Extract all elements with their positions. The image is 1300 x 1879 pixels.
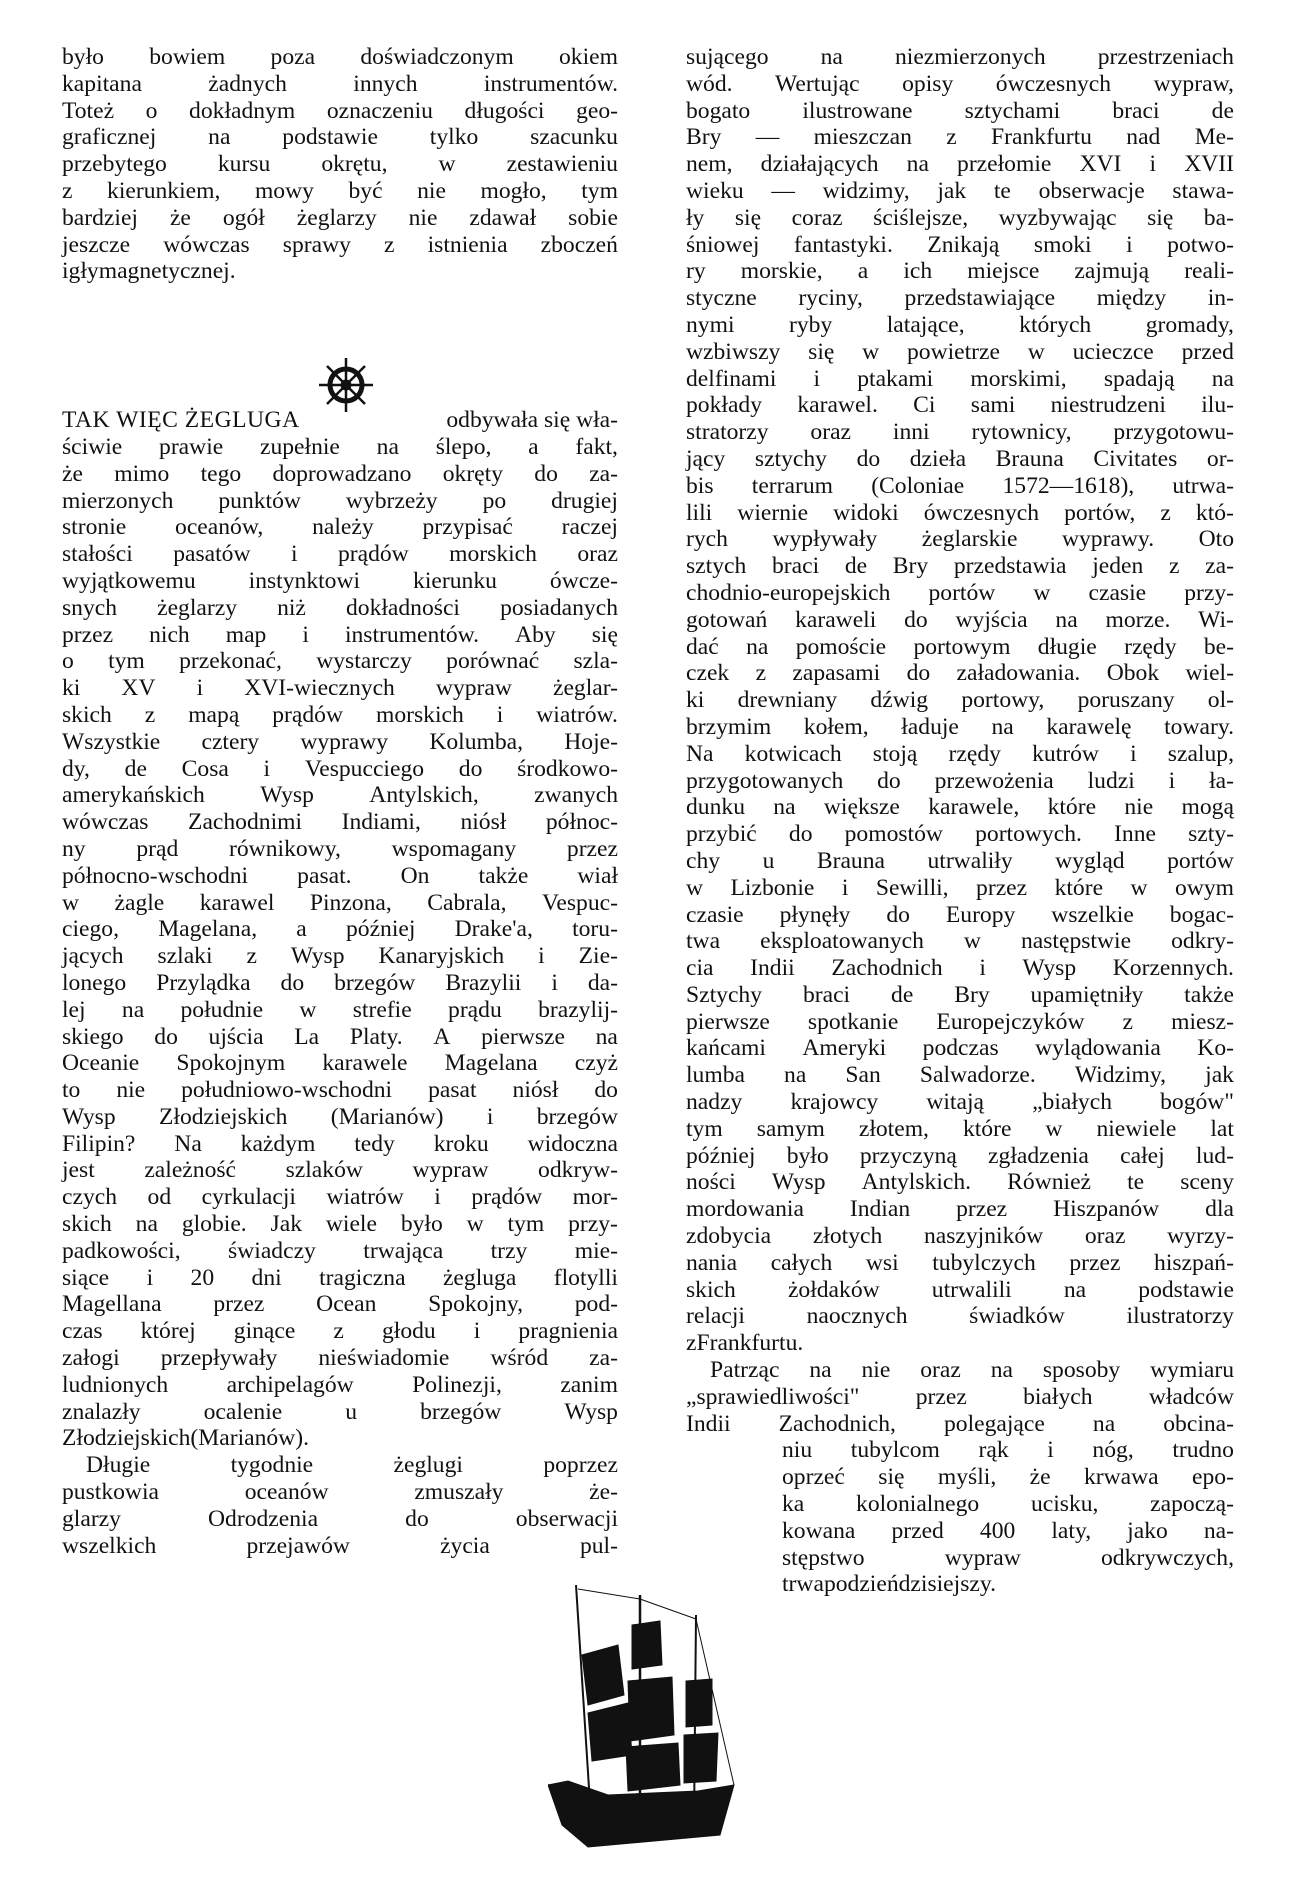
text-line: skiego do ujścia La Platy. A pierwsze na [62,1023,618,1050]
text-line: Złodziejskich (Marianów). [62,1425,310,1452]
text-line: wszelkich przejawów życia pul- [62,1532,618,1559]
text-line: czasie płynęły do Europy wszelkie bogac- [686,901,1234,928]
text-line: trwa po dzień dzisiejszy. [782,1571,997,1598]
text-line: ludnionych archipelagów Polinezji, zanim [62,1371,618,1398]
text-line: oprzeć się myśli, że krwawa epo- [782,1464,1234,1491]
right-column [686,44,1234,1598]
text-line: stronie oceanów, należy przypisać raczej [62,514,618,541]
text-line: igły magnetycznej. [62,258,236,285]
text-line: ściwie prawie zupełnie na ślepo, a fakt, [62,433,618,460]
text-line: bis terrarum (Coloniae 1572—1618), utrwa- [686,472,1234,499]
text-line: styczne ryciny, przedstawiające między in- [686,285,1234,312]
text-line: jeszcze wówczas sprawy z istnienia zboczeń [62,231,618,258]
text-line: później było przyczyną zgładzenia całej lud- [686,1142,1234,1169]
paragraph-intro [62,44,618,285]
text-line: Oceanie Spokojnym karawele Magelana czyż [62,1050,618,1077]
text-line: pierwsze spotkanie Europejczyków z miesz- [686,1008,1234,1035]
text-line: amerykańskich Wysp Antylskich, zwanych [62,782,618,809]
text-line: Na kotwicach stoją rzędy kutrów i szalup, [686,740,1234,767]
text-line: padkowości, świadczy trwająca trzy mie- [62,1237,618,1264]
text-line: ności Wysp Antylskich. Również te sceny [686,1169,1234,1196]
text-line: Patrząc na nie oraz na sposoby wymiaru [710,1357,1234,1384]
left-column [62,44,618,1559]
text-line: delfinami i ptakami morskimi, spadają na [686,365,1234,392]
text-line: gotowań karaweli do wyjścia na morze. Wi- [686,606,1234,633]
text-line: kańcami Ameryki podczas wylądowania Ko- [686,1035,1234,1062]
text-line: wówczas Zachodnimi Indiami, niósł północ- [62,809,618,836]
paragraph-main [62,407,618,1452]
text-line: jest zależność szlaków wypraw odkryw- [62,1157,618,1184]
text-line: zdobycia złotych naszyjników oraz wyrzy- [686,1223,1234,1250]
sailing-ship-illustration [548,1585,738,1853]
text-line: śniowej fantastyki. Znikają smoki i potwo- [686,231,1234,258]
text-line: o tym przekonać, wystarczy porównać szla- [62,648,618,675]
text-line: graficznej na podstawie tylko szacunku [62,124,618,151]
text-line: sującego na niezmierzonych przestrzeniach [686,44,1234,70]
text-line: Magellana przez Ocean Spokojny, pod- [62,1291,618,1318]
text-line: przygotowanych do przewożenia ludzi i ła- [686,767,1234,794]
text-line: lej na południe w strefie prądu brazylij- [62,996,618,1023]
text-line: chy u Brauna utrwaliły wygląd portów [686,847,1234,874]
text-line: wzbiwszy się w powietrze w ucieczce przed [686,338,1234,365]
paragraph-conclusion [686,1357,1234,1437]
text-line: załogi przepływały nieświadomie wśród za- [62,1345,618,1372]
text-line: ki drewniany dźwig portowy, poruszany ol- [686,687,1234,714]
text-line: przybić do pomostów portowych. Inne szty- [686,821,1234,848]
text-line: ciego, Magelana, a później Drake'a, toru- [62,916,618,943]
text-line: Filipin? Na każdym tedy kroku widoczna [62,1130,618,1157]
text-line: ki XV i XVI-wiecznych wypraw żeglar- [62,675,618,702]
text-line: lonego Przylądka do brzegów Brazylii i da- [62,969,618,996]
text-line: ny prąd równikowy, wspomagany przez [62,835,618,862]
text-line: czych od cyrkulacji wiatrów i prądów mor- [62,1184,618,1211]
text-line: mierzonych punktów wybrzeży po drugiej [62,487,618,514]
text-line: kapitana żadnych innych instrumentów. [62,70,618,97]
text-line: z Frankfurtu. [686,1330,804,1357]
text-line: ły się coraz ściślejsze, wyzbywając się ba- [686,204,1234,231]
text-line: czek z zapasami do załadowania. Obok wiel- [686,660,1234,687]
text-line: Wszystkie cztery wyprawy Kolumba, Hoje- [62,728,618,755]
text-line: ka kolonialnego ucisku, zapoczą- [782,1491,1234,1518]
text-line: Wysp Złodziejskich (Marianów) i brzegów [62,1103,618,1130]
text-line: nymi ryby latające, których gromady, [686,311,1234,338]
text-line: brzymim kołem, ładuje na karawelę towary. [686,713,1234,740]
text-line: glarzy Odrodzenia do obserwacji [62,1505,618,1532]
text-line: pokłady karawel. Ci sami niestrudzeni ilu- [686,392,1234,419]
text-line: kowana przed 400 laty, jako na- [782,1517,1234,1544]
text-line: tym samym złotem, które w niewiele lat [686,1115,1234,1142]
text-line: jący sztychy do dzieła Brauna Civitates or- [686,445,1234,472]
text-line: z kierunkiem, mowy być nie mogło, tym [62,177,618,204]
text-line: skich na globie. Jak wiele było w tym przy- [62,1211,618,1238]
text-line: bardziej że ogół żeglarzy nie zdawał sobie [62,204,618,231]
text-line: skich żołdaków utrwalili na podstawie [686,1276,1234,1303]
text-line: dy, de Cosa i Vespucciego do środkowo- [62,755,618,782]
text-line: Sztychy braci de Bry upamiętniły także [686,981,1234,1008]
text-line: pustkowia oceanów zmuszały że- [62,1479,618,1506]
text-line: wyjątkowemu instynktowi kierunku ówcze- [62,567,618,594]
text-line: że mimo tego doprowadzano okręty do za- [62,460,618,487]
text-line: sztych braci de Bry przedstawia jeden z za- [686,553,1234,580]
text-line: lumba na San Salwadorze. Widzimy, jak [686,1062,1234,1089]
text-line: przebytego kursu okrętu, w zestawieniu [62,151,618,178]
text-line: stępstwo wypraw odkrywczych, [782,1544,1234,1571]
text-line: rych wypływały żeglarskie wyprawy. Oto [686,526,1234,553]
text-line: w Lizbonie i Sewilli, przez które w owym [686,874,1234,901]
text-line: wieku — widzimy, jak te obserwacje stawa- [686,177,1234,204]
text-line: znalazły ocalenie u brzegów Wysp [62,1398,618,1425]
text-line: nania całych wsi tubylczych przez hiszpań- [686,1249,1234,1276]
text-line: stałości pasatów i prądów morskich oraz [62,541,618,568]
text-line: Długie tygodnie żeglugi poprzez [86,1452,618,1479]
text-line: było bowiem poza doświadczonym okiem [62,44,618,70]
paragraph-conclusion-wrap [686,1437,1234,1598]
text-line: nadzy krajowcy witają „białych bogów" [686,1089,1234,1116]
text-line: Indii Zachodnich, polegające na obcina- [686,1410,1234,1437]
text-line: stratorzy oraz inni rytownicy, przygotowu- [686,419,1234,446]
text-line: snych żeglarzy niż dokładności posiadanych [62,594,618,621]
text-line: dać na pomoście portowym długie rzędy be- [686,633,1234,660]
text-line: czas której ginące z głodu i pragnienia [62,1318,618,1345]
text-line: przez nich map i instrumentów. Aby się [62,621,618,648]
text-line: w żagle karawel Pinzona, Cabrala, Vespuc- [62,889,618,916]
text-line: Toteż o dokładnym oznaczeniu długości geo- [62,97,618,124]
text-line: skich z mapą prądów morskich i wiatrów. [62,701,618,728]
text-line: północno-wschodni pasat. On także wiał [62,862,618,889]
text-line: twa eksploatowanych w następstwie odkry- [686,928,1234,955]
text-line: Bry — mieszczan z Frankfurtu nad Me- [686,124,1234,151]
text-line: siące i 20 dni tragiczna żegluga flotylli [62,1264,618,1291]
text-line: bogato ilustrowane sztychami braci de [686,97,1234,124]
section-heading: TAK WIĘC ŻEGLUGA [62,407,300,434]
text-line: relacji naocznych świadków ilustratorzy [686,1303,1234,1330]
text-line: to nie południowo-wschodni pasat niósł do [62,1077,618,1104]
text-line: chodnio-europejskich portów w czasie przy- [686,579,1234,606]
paragraph-engravings [686,44,1234,1357]
text-line: cia Indii Zachodnich i Wysp Korzennych. [686,955,1234,982]
text-line: lili wiernie widoki ówczesnych portów, z któ- [686,499,1234,526]
heading-line-rest: odbywała się wła- [446,407,618,434]
paragraph-weeks [62,1452,618,1559]
text-line: niu tubylcom rąk i nóg, trudno [782,1437,1234,1464]
text-line: jących szlaki z Wysp Kanaryjskich i Zie- [62,943,618,970]
text-line: nem, działających na przełomie XVI i XVII [686,151,1234,178]
text-line: „sprawiedliwości" przez białych władców [686,1383,1234,1410]
text-line: ry morskie, a ich miejsce zajmują reali- [686,258,1234,285]
heading-line [62,407,618,434]
text-line: mordowania Indian przez Hiszpanów dla [686,1196,1234,1223]
text-line: wód. Wertując opisy ówczesnych wypraw, [686,70,1234,97]
text-line: dunku na większe karawele, które nie mogą [686,794,1234,821]
